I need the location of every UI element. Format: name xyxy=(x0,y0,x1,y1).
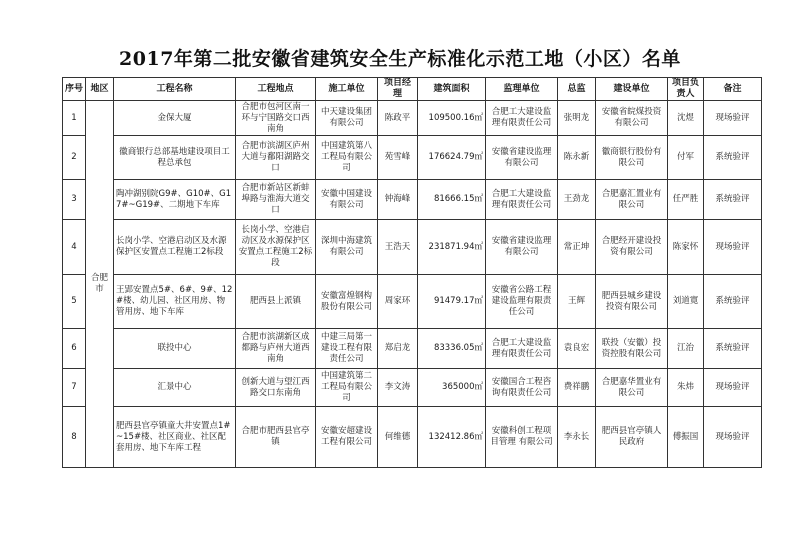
cell-developer: 徽商银行股份有限公司 xyxy=(596,136,668,180)
cell-project-name: 王郢安置点5#、6#、9#、12#楼、幼儿园、社区用房、物管用房、地下车库 xyxy=(114,275,236,329)
cell-developer: 肥西县官亭镇人民政府 xyxy=(596,407,668,468)
cell-seq: 4 xyxy=(63,220,86,275)
header-supervisor: 监理单位 xyxy=(486,78,558,101)
cell-supervisor: 安徽科创工程项目管理 有限公司 xyxy=(486,407,558,468)
cell-remark: 系统验评 xyxy=(704,180,762,220)
cell-area: 176624.79㎡ xyxy=(418,136,486,180)
header-region: 地区 xyxy=(86,78,114,101)
cell-owner-lead: 陈家怀 xyxy=(668,220,704,275)
cell-location: 合肥市新站区新蚌埠路与淮海大道交口 xyxy=(236,180,316,220)
cell-developer: 安徽省皖煤投资有限公司 xyxy=(596,101,668,136)
cell-area: 81666.15㎡ xyxy=(418,180,486,220)
cell-owner-lead: 任严胜 xyxy=(668,180,704,220)
table-row xyxy=(63,136,762,180)
cell-remark: 系统验评 xyxy=(704,136,762,180)
cell-seq: 8 xyxy=(63,407,86,468)
cell-contractor: 中建三局第一建设工程有限责任公司 xyxy=(316,329,378,369)
header-manager: 项目经理 xyxy=(378,78,418,101)
cell-supervisor: 安徽省建设监理有限公司 xyxy=(486,220,558,275)
cell-location: 肥西县上派镇 xyxy=(236,275,316,329)
cell-owner-lead: 付军 xyxy=(668,136,704,180)
cell-owner-lead: 沈煜 xyxy=(668,101,704,136)
cell-owner-lead: 朱炜 xyxy=(668,369,704,407)
header-developer: 建设单位 xyxy=(596,78,668,101)
header-chief: 总监 xyxy=(558,78,596,101)
header-location: 工程地点 xyxy=(236,78,316,101)
cell-developer: 肥西县城乡建设投资有限公司 xyxy=(596,275,668,329)
header-seq: 序号 xyxy=(63,78,86,101)
cell-chief: 费祥鹏 xyxy=(558,369,596,407)
cell-chief: 王劲龙 xyxy=(558,180,596,220)
cell-developer: 合肥嘉汇置业有限公司 xyxy=(596,180,668,220)
cell-chief: 李永长 xyxy=(558,407,596,468)
cell-developer: 联投（安徽）投资控股有限公司 xyxy=(596,329,668,369)
cell-chief: 袁良宏 xyxy=(558,329,596,369)
header-owner-lead: 项目负责人 xyxy=(668,78,704,101)
cell-location: 创新大道与望江西路交口东南角 xyxy=(236,369,316,407)
cell-owner-lead: 刘道寛 xyxy=(668,275,704,329)
cell-manager: 何维德 xyxy=(378,407,418,468)
cell-supervisor: 安徽省建设监理有限公司 xyxy=(486,136,558,180)
cell-project-name: 肥西县官亭镇童大井安置点1#~15#楼、社区商业、社区配套用房、地下车库工程 xyxy=(114,407,236,468)
cell-contractor: 中国建筑第八工程局有限公司 xyxy=(316,136,378,180)
cell-supervisor: 安徽省公路工程建设监理有限责任公司 xyxy=(486,275,558,329)
cell-contractor: 深圳中海建筑有限公司 xyxy=(316,220,378,275)
cell-location: 合肥市滨湖区庐州大道与鄱阳湖路交口 xyxy=(236,136,316,180)
cell-developer: 合肥嘉华置业有限公司 xyxy=(596,369,668,407)
header-contractor: 施工单位 xyxy=(316,78,378,101)
cell-seq: 1 xyxy=(63,101,86,136)
cell-supervisor: 合肥工大建设监理有限责任公司 xyxy=(486,329,558,369)
cell-contractor: 中天建设集团有限公司 xyxy=(316,101,378,136)
cell-area: 365000㎡ xyxy=(418,369,486,407)
cell-contractor: 安徽安超建设工程有限公司 xyxy=(316,407,378,468)
cell-manager: 钟海峰 xyxy=(378,180,418,220)
cell-developer: 合肥经开建设投资有限公司 xyxy=(596,220,668,275)
cell-chief: 王辉 xyxy=(558,275,596,329)
cell-contractor: 安徽富煌钢构股份有限公司 xyxy=(316,275,378,329)
table-row xyxy=(63,275,762,329)
cell-project-name: 徽商银行总部基地建设项目工程总承包 xyxy=(114,136,236,180)
cell-remark: 现场验评 xyxy=(704,407,762,468)
cell-supervisor: 合肥工大建设监理有限责任公司 xyxy=(486,180,558,220)
cell-owner-lead: 江治 xyxy=(668,329,704,369)
table-row xyxy=(63,180,762,220)
cell-manager: 郑启龙 xyxy=(378,329,418,369)
project-list-table xyxy=(62,77,762,468)
table-row xyxy=(63,369,762,407)
cell-manager: 陈政平 xyxy=(378,101,418,136)
cell-manager: 周家环 xyxy=(378,275,418,329)
cell-seq: 6 xyxy=(63,329,86,369)
cell-area: 91479.17㎡ xyxy=(418,275,486,329)
cell-chief: 常正坤 xyxy=(558,220,596,275)
header-remark: 备注 xyxy=(704,78,762,101)
cell-seq: 5 xyxy=(63,275,86,329)
cell-location: 合肥市肥西县官亭镇 xyxy=(236,407,316,468)
cell-supervisor: 安徽国合工程咨询有限责任公司 xyxy=(486,369,558,407)
table-row xyxy=(63,329,762,369)
cell-project-name: 金保大厦 xyxy=(114,101,236,136)
table-row xyxy=(63,220,762,275)
header-area: 建筑面积 xyxy=(418,78,486,101)
table-row xyxy=(63,407,762,468)
cell-location: 长岗小学、空港启动区及水源保护区安置点工程施工2标段 xyxy=(236,220,316,275)
page-title: 2017年第二批安徽省建筑安全生产标准化示范工地（小区）名单 xyxy=(119,48,681,70)
cell-project-name: 联投中心 xyxy=(114,329,236,369)
cell-project-name: 汇景中心 xyxy=(114,369,236,407)
cell-contractor: 中国建筑第二工程局有限公司 xyxy=(316,369,378,407)
cell-remark: 系统验评 xyxy=(704,329,762,369)
cell-seq: 7 xyxy=(63,369,86,407)
cell-remark: 系统验评 xyxy=(704,275,762,329)
cell-area: 231871.94㎡ xyxy=(418,220,486,275)
header-project-name: 工程名称 xyxy=(114,78,236,101)
cell-supervisor: 合肥工大建设监理有限责任公司 xyxy=(486,101,558,136)
table-row xyxy=(63,101,762,136)
header-row xyxy=(63,78,762,101)
cell-area: 83336.05㎡ xyxy=(418,329,486,369)
cell-manager: 李文涛 xyxy=(378,369,418,407)
cell-area: 132412.86㎡ xyxy=(418,407,486,468)
cell-project-name: 长岗小学、空港启动区及水源保护区安置点工程施工2标段 xyxy=(114,220,236,275)
cell-manager: 王浩天 xyxy=(378,220,418,275)
cell-remark: 现场验评 xyxy=(704,369,762,407)
cell-chief: 张明龙 xyxy=(558,101,596,136)
cell-area: 109500.16㎡ xyxy=(418,101,486,136)
cell-seq: 2 xyxy=(63,136,86,180)
cell-project-name: 陶冲湖别院G9#、G10#、G17#~G19#、二期地下车库 xyxy=(114,180,236,220)
cell-remark: 现场验评 xyxy=(704,101,762,136)
cell-manager: 苑雪峰 xyxy=(378,136,418,180)
cell-seq: 3 xyxy=(63,180,86,220)
cell-region: 合肥市 xyxy=(86,101,114,468)
cell-remark: 现场验评 xyxy=(704,220,762,275)
cell-contractor: 安徽中国建设有限公司 xyxy=(316,180,378,220)
cell-chief: 陈永新 xyxy=(558,136,596,180)
cell-location: 合肥市滨湖新区成都路与庐州大道西南角 xyxy=(236,329,316,369)
cell-location: 合肥市包河区南一环与宁国路交口西南角 xyxy=(236,101,316,136)
cell-owner-lead: 傅振国 xyxy=(668,407,704,468)
